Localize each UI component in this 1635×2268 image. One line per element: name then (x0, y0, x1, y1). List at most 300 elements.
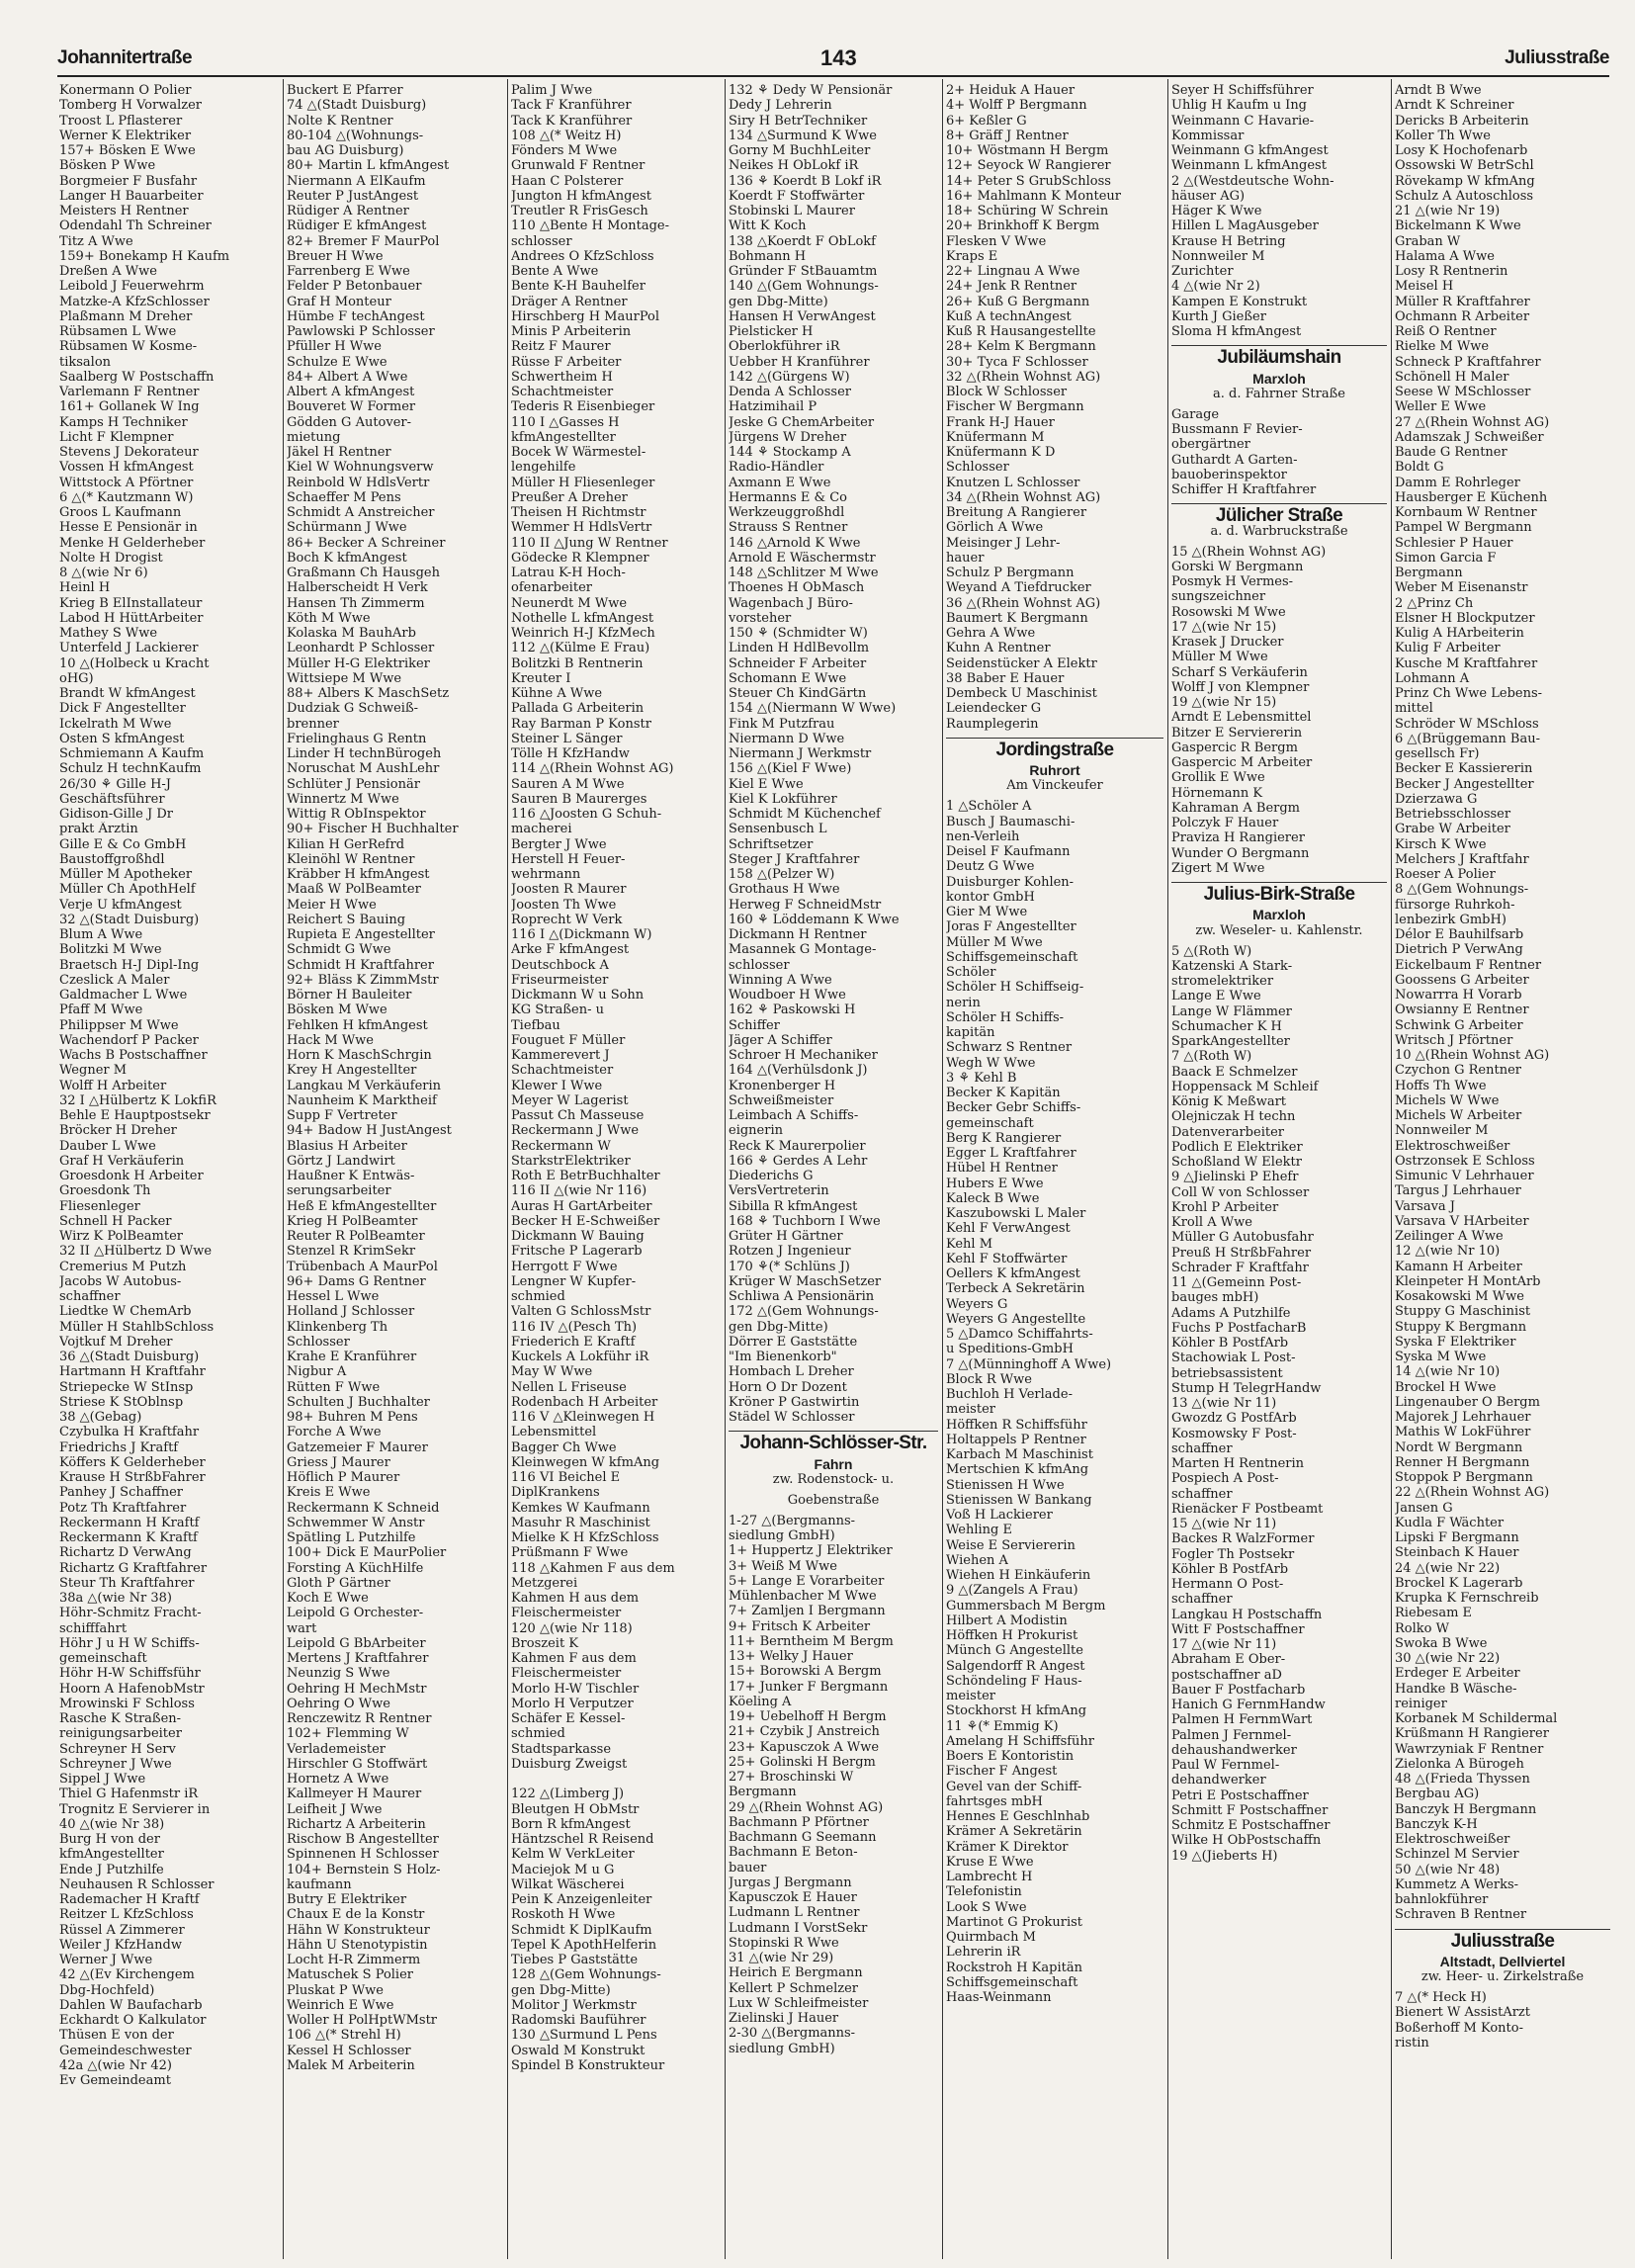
directory-entry: Rasche K Straßen- (59, 1711, 182, 1726)
directory-entry: 96+ Dams G Rentner (287, 1273, 426, 1289)
directory-entry: 100+ Dick E MaurPolier (287, 1545, 447, 1561)
directory-entry: Höhr J u H W Schiffs- (59, 1635, 200, 1651)
directory-entry: Woller H PolHptWMstr (287, 2013, 438, 2028)
directory-entry: 108 △(* Weitz H) (511, 128, 622, 143)
directory-entry: 12 △(wie Nr 10) (1395, 1244, 1501, 1260)
directory-entry: Langkau H Postschaffn (1171, 1607, 1323, 1622)
directory-entry: Baack E Schmelzer (1171, 1064, 1298, 1080)
directory-entry: Schulz H technKaufm (59, 761, 202, 777)
directory-entry: Denda A Schlosser (729, 385, 852, 399)
directory-entry: Siry H BetrTechniker (729, 113, 868, 129)
directory-entry: Gevel van der Schiff- (946, 1779, 1082, 1794)
directory-entry: kfmAngestellter (59, 1847, 164, 1863)
directory-entry: Kulig A HArbeiterin (1395, 626, 1524, 641)
directory-entry: wart (287, 1620, 317, 1636)
directory-entry: Thiel G Hafenmstr iR (59, 1787, 199, 1802)
directory-entry: schmied (511, 1289, 565, 1304)
directory-entry: Wittsiepe M Wwe (287, 670, 402, 686)
directory-entry: 7 △(Münninghoff A Wwe) (946, 1356, 1112, 1372)
directory-entry: Mathey S Wwe (59, 626, 158, 641)
directory-entry: Schneck P Kraftfahrer (1395, 354, 1541, 370)
directory-entry: Fouguet F Müller (511, 1032, 626, 1048)
directory-entry: Lange E Wwe (1171, 989, 1261, 1004)
directory-entry: Schmidt K DiplKaufm (511, 1922, 652, 1938)
directory-entry: Dudziak G Schweiß- (287, 701, 419, 717)
directory-entry: Joosten Th Wwe (511, 897, 617, 913)
directory-entry: Jacobs W Autobus- (59, 1273, 182, 1289)
directory-entry: Gummersbach M Bergm (946, 1598, 1106, 1614)
directory-entry: 116 IV △(Pesch Th) (511, 1319, 638, 1335)
directory-entry: 120 △(wie Nr 118) (511, 1620, 633, 1636)
directory-entry: 172 △(Gem Wohnungs- (729, 1304, 879, 1320)
directory-entry: Kahmen F aus dem (511, 1651, 637, 1666)
directory-entry: Schlosser (946, 460, 1009, 476)
directory-entry: Mielke K H KfzSchloss (511, 1530, 659, 1545)
directory-entry: Petri E Postschaffner (1171, 1788, 1309, 1803)
directory-entry: 10 △(Rhein Wohnst AG) (1395, 1048, 1550, 1063)
directory-entry: Bergbau AG) (1395, 1787, 1480, 1802)
directory-entry: Reuter R PolBeamter (287, 1229, 425, 1244)
directory-entry: 20+ Brinkhoff K Bergm (946, 218, 1100, 234)
directory-entry: Rüdiger E kfmAngest (287, 218, 427, 234)
directory-entry: 94+ Badow H JustAngest (287, 1123, 452, 1139)
directory-entry: 132 ⚘ Dedy W Pensionär (729, 83, 893, 98)
directory-entry: schmied (511, 1726, 565, 1742)
directory-entry: Jeske G ChemArbeiter (729, 414, 875, 430)
directory-entry: 128 △(Gem Wohnungs- (511, 1967, 661, 1983)
directory-entry: Lehrerin iR (946, 1945, 1021, 1961)
directory-entry: Krause H Betring (1171, 233, 1286, 249)
directory-entry: Mühlenbacher M Wwe (729, 1589, 877, 1604)
directory-entry: Knüfermann K D (946, 445, 1056, 460)
directory-entry: Banczyk H Bergmann (1395, 1801, 1537, 1817)
directory-entry: ristin (1395, 2035, 1429, 2050)
directory-entry: 23+ Kapusczok A Wwe (729, 1739, 880, 1755)
directory-entry: Boers E Kontoristin (946, 1749, 1075, 1764)
directory-entry: 4+ Wolff P Bergmann (946, 98, 1087, 114)
column-5 (946, 83, 1163, 2258)
directory-entry: schlosser (511, 233, 572, 249)
directory-entry: Rischow B Angestellter (287, 1832, 439, 1847)
directory-entry: schlosser (729, 957, 790, 973)
directory-entry: Weyers G (946, 1296, 1008, 1312)
directory-entry: Stuppy K Bergmann (1395, 1319, 1527, 1335)
directory-entry: 86+ Becker A Schreiner (287, 535, 446, 551)
directory-entry: Dedy J Lehrerin (729, 98, 832, 114)
directory-entry: 148 △Schlitzer M Wwe (729, 566, 879, 580)
directory-entry: Grüter H Gärtner (729, 1229, 843, 1244)
directory-entry: Rüsse F Arbeiter (511, 354, 622, 370)
directory-entry: Weinmann G kfmAngest (1171, 143, 1329, 158)
directory-entry: Guthardt A Garten- (1171, 452, 1298, 468)
directory-entry: Jäger A Schiffer (729, 1032, 832, 1048)
directory-entry: 102+ Flemming W (287, 1726, 409, 1742)
directory-entry: Reuter P JustAngest (287, 188, 419, 204)
directory-entry: Wawrzyniak F Rentner (1395, 1741, 1544, 1757)
directory-entry: Schliwa A Pensionärin (729, 1289, 875, 1304)
directory-entry: 134 △Surmund K Wwe (729, 128, 877, 143)
directory-entry: Flesken V Wwe (946, 233, 1047, 249)
directory-entry: Latrau K-H Hoch- (511, 566, 626, 580)
directory-entry: Schrader F Kraftfahr (1171, 1260, 1309, 1275)
directory-entry: Plaßmann M Dreher (59, 308, 193, 324)
directory-entry: Schiffsgemeinschaft (946, 949, 1078, 965)
directory-entry: Halama A Wwe (1395, 248, 1495, 264)
directory-entry: tiksalon (59, 354, 112, 370)
directory-entry: Griess J Maurer (287, 1454, 390, 1470)
directory-entry: Weinmann L kfmAngest (1171, 158, 1327, 174)
directory-entry: Stachowiak L Post- (1171, 1351, 1296, 1366)
directory-entry: Müller H Fliesenleger (511, 475, 655, 490)
directory-entry: Hümbe F techAngest (287, 308, 425, 324)
directory-entry: 106 △(* Strehl H) (287, 2028, 401, 2044)
directory-entry: Bachmann P Pförtner (729, 1814, 869, 1830)
directory-entry: Frank H-J Hauer (946, 414, 1055, 430)
directory-entry: Friederich E Kraftf (511, 1334, 636, 1350)
directory-entry: Tölle H KfzHandw (511, 746, 630, 761)
directory-entry: Dickmann W Bauing (511, 1229, 645, 1244)
directory-entry: kaufmann (287, 1876, 352, 1892)
directory-entry: Reitzer L KfzSchloss (59, 1907, 194, 1923)
directory-entry: obergärtner (1171, 437, 1250, 453)
directory-entry: 13 △(wie Nr 11) (1171, 1396, 1277, 1411)
directory-entry: 32 △(Rhein Wohnst AG) (946, 369, 1101, 385)
directory-entry: 1-27 △(Bergmanns- (729, 1513, 856, 1528)
directory-entry: Wiehen H Einkäuferin (946, 1568, 1091, 1583)
directory-entry: Born R kfmAngest (511, 1816, 631, 1832)
directory-entry: 30 △(wie Nr 22) (1395, 1651, 1501, 1666)
directory-entry: Kirsch K Wwe (1395, 836, 1487, 852)
directory-entry: Schäfer E Kessel- (511, 1711, 626, 1726)
directory-entry: Metzgerei (511, 1575, 578, 1591)
header-right-street: Juliusstraße (1505, 47, 1609, 68)
directory-entry: Gehra A Wwe (946, 626, 1036, 641)
directory-entry: Friseurmeister (511, 972, 609, 988)
column-7 (1395, 83, 1610, 2258)
directory-entry: Leonhardt P Schlosser (287, 641, 435, 656)
directory-entry: lenbezirk GmbH) (1395, 912, 1506, 927)
directory-entry: Gödden G Autover- (287, 414, 412, 430)
directory-entry: macherei (511, 822, 572, 837)
directory-entry: Schmitz E Postschaffner (1171, 1818, 1331, 1833)
street-location: Goebenstraße (787, 1492, 880, 1508)
directory-entry: 90+ Fischer H Buchhalter (287, 822, 459, 837)
directory-entry: Graf H Monteur (287, 294, 391, 309)
directory-entry: Neunzig S Wwe (287, 1666, 390, 1682)
directory-entry: Müller Ch ApothHelf (59, 882, 196, 898)
directory-entry: dehandwerker (1171, 1773, 1266, 1788)
directory-entry: Kolaska M BauhArb (287, 626, 416, 641)
directory-entry: bau AG Duisburg) (287, 143, 404, 158)
directory-entry: Städel W Schlosser (729, 1410, 855, 1425)
directory-entry: Krüßmann H Rangierer (1395, 1726, 1549, 1742)
directory-entry: Pallada G Arbeiterin (511, 701, 645, 717)
directory-entry: Köffers K Gelderheber (59, 1454, 206, 1470)
directory-entry: Behle E Hauptpostsekr (59, 1108, 211, 1123)
directory-entry: Ray Barman P Konstr (511, 716, 651, 732)
directory-entry: Oehring H MechMstr (287, 1681, 427, 1697)
directory-entry: Radomski Bauführer (511, 2013, 646, 2028)
directory-entry: Kreuter I (511, 670, 571, 686)
directory-entry: Schwemmer W Anstr (287, 1515, 425, 1530)
directory-entry: Forche A Wwe (287, 1425, 382, 1440)
directory-entry: Scharf S Verkäuferin (1171, 664, 1308, 680)
directory-entry: 82+ Bremer F MaurPol (287, 233, 440, 249)
directory-entry: Gorski W Bergmann (1171, 559, 1304, 574)
directory-entry: Bohmann H (729, 248, 807, 264)
directory-entry: Kiel K Lokführer (729, 791, 837, 807)
directory-entry: 42a △(wie Nr 42) (59, 2057, 172, 2073)
directory-entry: 162 ⚘ Paskowski H (729, 1003, 856, 1018)
directory-entry: Dembeck U Maschinist (946, 686, 1097, 701)
directory-entry: Pluskat P Wwe (287, 1982, 384, 1998)
directory-entry: 3 ⚘ Kehl B (946, 1070, 1017, 1086)
directory-entry: Kleinwegen W kfmAng (511, 1454, 660, 1470)
directory-entry: Syska F Elektriker (1395, 1334, 1516, 1350)
directory-entry: Rüdiger A Rentner (287, 204, 409, 218)
directory-entry: Gaspercic M Arbeiter (1171, 755, 1313, 770)
directory-entry: 3+ Weiß M Wwe (729, 1558, 837, 1574)
directory-entry: Blasius H Arbeiter (287, 1138, 407, 1154)
directory-entry: 26+ Kuß G Bergmann (946, 294, 1090, 309)
directory-entry: Kudla F Wächter (1395, 1515, 1505, 1530)
directory-entry: Matzke-A KfzSchlosser (59, 294, 210, 309)
directory-entry: Renner H Bergmann (1395, 1454, 1530, 1470)
directory-entry: Reckermann W (511, 1138, 611, 1154)
directory-entry: Baude G Rentner (1395, 445, 1507, 460)
directory-entry: Karbach M Maschinist (946, 1447, 1093, 1462)
directory-entry: 22 △(Rhein Wohnst AG) (1395, 1485, 1550, 1501)
street-heading: Julius-Birk-Straße (1171, 882, 1387, 902)
directory-entry: Reckermann H Kraftf (59, 1515, 200, 1530)
directory-entry: 40 △(wie Nr 38) (59, 1816, 165, 1832)
column-3 (511, 83, 721, 2258)
directory-entry: Müller R Kraftfahrer (1395, 294, 1530, 309)
directory-entry: Tepel K ApothHelferin (511, 1937, 657, 1953)
directory-entry: Felder P Betonbauer (287, 279, 422, 295)
directory-entry: 17+ Junker F Bergmann (729, 1679, 889, 1695)
directory-entry: Odendahl Th Schreiner (59, 218, 212, 234)
directory-entry: Werner K Elektriker (59, 128, 192, 143)
directory-entry: 38a △(wie Nr 38) (59, 1591, 172, 1606)
directory-entry: Dericks B Arbeiterin (1395, 113, 1529, 129)
directory-entry: meister (946, 1689, 995, 1703)
directory-entry: Elektroschweißer (1395, 1832, 1510, 1847)
directory-entry: Pielsticker H (729, 324, 814, 339)
directory-entry: Hombach L Dreher (729, 1364, 854, 1380)
directory-entry: Dbg-Hochfeld) (59, 1982, 155, 1998)
directory-entry: Kilian H GerRefrd (287, 836, 405, 852)
directory-entry: 5 △(Roth W) (1171, 943, 1252, 959)
directory-entry: Bente K-H Bauhelfer (511, 279, 645, 295)
directory-entry: Verlademeister (287, 1741, 387, 1757)
directory-entry: 13+ Welky J Hauer (729, 1649, 853, 1664)
directory-entry: gemeinschaft (946, 1115, 1034, 1131)
directory-entry: Krämer K Direktor (946, 1839, 1069, 1855)
district-name: Marxloh (1252, 370, 1306, 387)
directory-entry: Roth E BetrBuchhalter (511, 1169, 660, 1183)
directory-entry: Rotzen J Ingenieur (729, 1244, 851, 1260)
column-6 (1171, 83, 1387, 2258)
directory-entry: Boldt G (1395, 460, 1444, 476)
directory-entry: Bergmann (1395, 566, 1463, 580)
directory-entry: 5 △Damco Schiffahrts- (946, 1327, 1093, 1342)
directory-entry: Knutzen L Schlosser (946, 475, 1080, 490)
directory-entry: Hansen H VerwAngest (729, 308, 876, 324)
directory-entry: 2 △(Westdeutsche Wohn- (1171, 173, 1334, 189)
directory-entry: Erdeger E Arbeiter (1395, 1666, 1520, 1682)
directory-entry (511, 1772, 721, 1787)
directory-entry: Becker J Angestellter (1395, 776, 1534, 792)
directory-entry: Müller H StahlbSchloss (59, 1319, 215, 1335)
directory-entry: Pfüller H Wwe (287, 339, 382, 355)
directory-entry: Bickelmann K Wwe (1395, 218, 1521, 234)
column-2 (287, 83, 503, 2258)
directory-entry: Mrowinski F Schloss (59, 1696, 195, 1711)
directory-entry: Gidison-Gille J Dr (59, 807, 173, 822)
directory-entry: schifffahrt (59, 1620, 128, 1636)
column-separator (1391, 79, 1392, 2259)
directory-entry: Arndt E Lebensmittel (1171, 710, 1312, 726)
directory-entry: 36 △(Rhein Wohnst AG) (946, 595, 1101, 611)
directory-entry: Masuhr R Maschinist (511, 1515, 650, 1530)
directory-entry: Groesdonk H Arbeiter (59, 1169, 204, 1183)
directory-entry: Baumert K Bergmann (946, 610, 1088, 626)
directory-entry: Bocek W Wärmestel- (511, 445, 646, 460)
directory-entry: Becker E Kassiererin (1395, 761, 1533, 777)
directory-entry: Dietrich P VerwAng (1395, 942, 1523, 958)
directory-entry: Schomann E Wwe (729, 670, 847, 686)
directory-entry: 116 I △(Dickmann W) (511, 927, 652, 942)
directory-entry: Fischer F Angest (946, 1764, 1058, 1780)
directory-entry: Terbeck A Sekretärin (946, 1281, 1085, 1297)
directory-entry: Schweißmeister (729, 1092, 834, 1108)
directory-entry: Becker H E-Schweißer (511, 1213, 660, 1229)
directory-entry: Heß E kfmAngestellter (287, 1198, 437, 1214)
directory-entry: 50 △(wie Nr 48) (1395, 1862, 1501, 1877)
directory-entry: Preuß H StrßbFahrer (1171, 1245, 1312, 1261)
directory-entry: Supp F Vertreter (287, 1108, 397, 1123)
directory-entry: 2-30 △(Bergmanns- (729, 2026, 856, 2042)
directory-entry: Damm E Rohrleger (1395, 475, 1520, 490)
directory-entry: Stadtsparkasse (511, 1741, 612, 1757)
directory-entry: Eickelbaum F Rentner (1395, 957, 1542, 973)
directory-entry: Roprecht W Verk (511, 912, 623, 927)
directory-entry: Duisburger Kohlen- (946, 874, 1075, 890)
directory-entry: Palmen H FernmWart (1171, 1712, 1313, 1728)
directory-entry: Banczyk K-H (1395, 1816, 1478, 1832)
directory-entry: Duisburg Zweigst (511, 1756, 628, 1772)
directory-entry: Herweg F SchneidMstr (729, 897, 882, 913)
directory-entry: Grollik E Wwe (1171, 770, 1265, 786)
directory-entry: 1+ Huppertz J Elektriker (729, 1543, 893, 1559)
directory-entry: Schwink G Arbeiter (1395, 1017, 1523, 1033)
directory-entry: Schlüter J Pensionär (287, 776, 420, 792)
directory-entry: Fink M Putzfrau (729, 716, 835, 732)
directory-entry: Kehl F VerwAngest (946, 1221, 1071, 1237)
directory-entry: Arndt B Wwe (1395, 83, 1482, 98)
directory-entry: Farrenberg E Wwe (287, 264, 410, 279)
directory-entry: Krupka K Fernschreib (1395, 1591, 1539, 1606)
directory-entry: Trübenbach A MaurPol (287, 1259, 438, 1274)
directory-entry: 74 △(Stadt Duisburg) (287, 98, 427, 114)
directory-entry: Elsner H Blockputzer (1395, 610, 1535, 626)
directory-entry: Mertens J Kraftfahrer (287, 1651, 429, 1666)
directory-entry: Bolitzki B Rentnerin (511, 655, 644, 671)
directory-entry: Sensenbusch L (729, 822, 827, 837)
directory-entry: 10 △(Holbeck u Kracht (59, 655, 210, 671)
directory-entry: Kuckels A Lokführ iR (511, 1350, 649, 1364)
directory-entry: fahrtsges mbH (946, 1793, 1043, 1809)
directory-entry: 18+ Schüring W Schrein (946, 204, 1109, 218)
directory-entry: Majorek J Lehrhauer (1395, 1410, 1531, 1425)
directory-entry: Salgendorff R Angest (946, 1658, 1085, 1674)
directory-entry: Wunder O Bergmann (1171, 845, 1310, 861)
directory-entry: Osten S kfmAngest (59, 731, 185, 746)
directory-entry: Egger L Kraftfahrer (946, 1146, 1076, 1161)
directory-entry: Klewer I Wwe (511, 1078, 603, 1093)
directory-entry: hauer (946, 550, 985, 566)
directory-entry: Nothelle L kfmAngest (511, 610, 654, 626)
directory-entry: eignerin (729, 1123, 783, 1139)
directory-entry: Ossowski W BetrSchl (1395, 158, 1534, 174)
directory-entry: Voß H Lackierer (946, 1508, 1053, 1523)
directory-entry: reinigungsarbeiter (59, 1726, 182, 1742)
directory-entry: 116 V △Kleinwegen H (511, 1410, 655, 1425)
directory-entry: 110 II △Jung W Rentner (511, 535, 668, 551)
directory-entry: Simon Garcia F (1395, 550, 1497, 566)
directory-entry: Lingenauber O Bergm (1395, 1394, 1540, 1410)
directory-entry: 25+ Golinski H Bergm (729, 1754, 876, 1770)
directory-entry: Höflich P Maurer (287, 1470, 400, 1485)
directory-entry: Kuß A technAngest (946, 308, 1072, 324)
directory-entry: gen Dbg-Mitte) (729, 1319, 828, 1335)
directory-entry: Posmyk H Vermes- (1171, 574, 1294, 589)
directory-entry: Heinl H (59, 580, 111, 596)
directory-entry: Arke F kfmAngest (511, 942, 630, 958)
directory-entry: VersVertreterin (729, 1183, 829, 1199)
directory-entry: Michels W Arbeiter (1395, 1108, 1522, 1123)
directory-entry: Börner H Bauleiter (287, 988, 412, 1003)
directory-entry: Datenverarbeiter (1171, 1124, 1284, 1140)
directory-entry: Wiehen A (946, 1552, 1008, 1568)
directory-entry: Herstell H Feuer- (511, 851, 626, 867)
directory-entry: Bergter J Wwe (511, 836, 607, 852)
directory-entry: Korbanek M Schildermal (1395, 1711, 1558, 1726)
directory-entry: Striese K StOblnsp (59, 1394, 184, 1410)
directory-entry: 28+ Kelm K Bergmann (946, 339, 1096, 355)
directory-entry: Krause H StrßbFahrer (59, 1470, 206, 1485)
directory-entry: Nolte H Drogist (59, 550, 163, 566)
directory-entry: Steuer Ch KindGärtn (729, 686, 867, 701)
directory-entry: 156 △(Kiel F Wwe) (729, 761, 852, 777)
directory-entry: Hübel H Rentner (946, 1161, 1058, 1177)
directory-entry: Hansen Th Zimmerm (287, 595, 425, 611)
directory-entry: dehaushandwerker (1171, 1742, 1297, 1758)
directory-entry: Schwertheim H (511, 369, 613, 385)
directory-entry: Schreyner H Serv (59, 1741, 176, 1757)
directory-entry: 2 △Prinz Ch (1395, 595, 1474, 611)
directory-entry: Bussmann F Revier- (1171, 422, 1303, 437)
directory-entry: Schiffsgemeinschaft (946, 1974, 1078, 1990)
directory-entry: Schachtmeister (511, 385, 614, 399)
directory-entry: 6+ Keßler G (946, 113, 1027, 129)
directory-entry: 142 △(Gürgens W) (729, 369, 850, 385)
directory-entry: Geschäftsführer (59, 791, 165, 807)
directory-entry: Praviza H Rangierer (1171, 830, 1305, 846)
directory-entry: Roskoth H Wwe (511, 1907, 616, 1923)
directory-entry: Kommissar (1171, 128, 1245, 143)
